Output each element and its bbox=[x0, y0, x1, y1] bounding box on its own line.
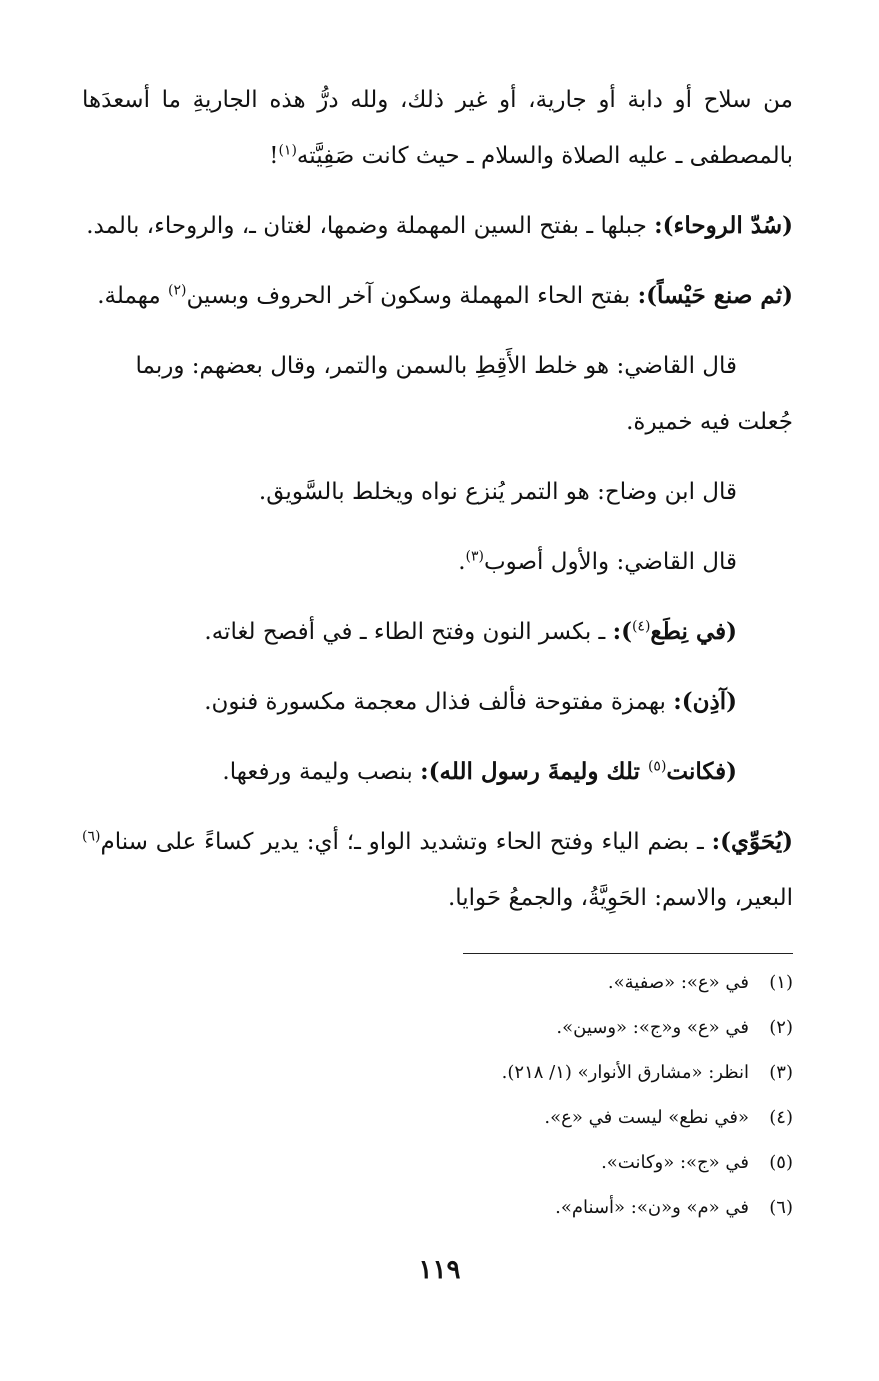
paragraph-8 bbox=[82, 674, 793, 730]
footnote-ref-5[interactable]: (٥) bbox=[647, 758, 667, 775]
footnote-ref-6[interactable]: (٦) bbox=[82, 828, 101, 845]
footnote-text: «في نطع» ليست في «ع». bbox=[544, 1107, 749, 1128]
paragraph-9 bbox=[82, 744, 793, 800]
footnote-number: (٥) bbox=[769, 1152, 793, 1173]
footnote-item bbox=[82, 1185, 793, 1230]
paragraph-10 bbox=[82, 814, 793, 926]
paragraph-5 bbox=[82, 464, 793, 520]
paragraph-text-tail: ! bbox=[269, 143, 279, 169]
footnote-number: (٢) bbox=[769, 1017, 793, 1038]
paragraph-text-tail: مهملة. bbox=[97, 283, 169, 309]
headword-adhin: (آذِن): bbox=[673, 688, 737, 715]
headword-fakanat: (فكانت bbox=[666, 758, 737, 785]
footnote-text: في «ع»: «صفية». bbox=[607, 972, 749, 993]
paragraph-text-tail: . bbox=[458, 549, 466, 575]
footnote-text: في «ج»: «وكانت». bbox=[601, 1152, 749, 1173]
body-text bbox=[82, 72, 793, 940]
paragraph-4 bbox=[82, 338, 793, 450]
footnote-item bbox=[82, 1005, 793, 1050]
footnote-number: (١) bbox=[769, 972, 793, 993]
paragraph-3 bbox=[82, 268, 793, 324]
paragraph-text: قال ابن وضاح: هو التمر يُنزع نواه ويخلط بالسَّويق. bbox=[258, 479, 737, 505]
footnote-item bbox=[82, 1140, 793, 1185]
paragraph-text: قال القاضي: هو خلط الأَقِطِ بالسمن والتمر، وقال بعضهم: وربما جُعلت فيه خميرة. bbox=[135, 353, 793, 435]
headword-fakanat-rest: تلك وليمةَ رسول الله): bbox=[420, 758, 648, 785]
paragraph-text: جبلها ـ بفتح السين المهملة وضمها، لغتان ـ، والروحاء، بالمد. bbox=[86, 213, 655, 239]
footnote-number: (٤) bbox=[769, 1107, 793, 1128]
paragraph-1 bbox=[82, 72, 793, 184]
paragraph-6 bbox=[82, 534, 793, 590]
footnote-ref-1[interactable]: (١) bbox=[278, 142, 297, 159]
paragraph-text: قال القاضي: والأول أصوب bbox=[483, 549, 737, 575]
headword-nita-close: ): bbox=[612, 618, 632, 645]
paragraph-text: بنصب وليمة ورفعها. bbox=[222, 759, 421, 785]
footnote-ref-3[interactable]: (٣) bbox=[465, 548, 484, 565]
paragraph-text-tail: البعير، والاسم: الحَوِيَّةُ، والجمعُ حَوايا. bbox=[447, 885, 793, 911]
headword-hays: (ثم صنع حَيْساً): bbox=[637, 282, 793, 309]
paragraph-text: من سلاح أو دابة أو جارية، أو غير ذلك، ولله درُّ هذه الجاريةِ ما أسعدَها بالمصطفى ـ عليه الصلاة والسلام ـ حيث كانت صَفِيَّته bbox=[82, 87, 793, 169]
footnotes bbox=[82, 960, 793, 1230]
footnote-ref-4[interactable]: (٤) bbox=[631, 618, 651, 635]
footnote-text: في «ع» و«ج»: «وسين». bbox=[556, 1017, 749, 1038]
headword-sudd-alrawha: (سُدّ الروحاء): bbox=[654, 212, 793, 239]
headword-nita: (في نِطَع bbox=[650, 618, 737, 645]
paragraph-text: بفتح الحاء المهملة وسكون آخر الحروف وبسين bbox=[186, 283, 638, 309]
footnote-item bbox=[82, 1095, 793, 1140]
paragraph-text: ـ بضم الياء وفتح الحاء وتشديد الواو ـ؛ أي: يدير كساءً على سنام bbox=[100, 829, 712, 855]
footnote-divider bbox=[463, 953, 793, 954]
footnote-number: (٦) bbox=[769, 1197, 793, 1218]
footnote-text: انظر: «مشارق الأنوار» (١/ ٢١٨). bbox=[501, 1062, 749, 1083]
paragraph-text: ـ بكسر النون وفتح الطاء ـ في أفصح لغاته. bbox=[204, 619, 613, 645]
paragraph-7 bbox=[82, 604, 793, 660]
paragraph-text: بهمزة مفتوحة فألف فذال معجمة مكسورة فنون. bbox=[204, 689, 674, 715]
page-number: ١١٩ bbox=[418, 1255, 461, 1285]
headword-yuhawwi: (يُحَوِّي): bbox=[711, 828, 793, 855]
footnote-item bbox=[82, 1050, 793, 1095]
footnote-text: في «م» و«ن»: «أسنام». bbox=[555, 1197, 749, 1218]
footnote-item bbox=[82, 960, 793, 1005]
footnote-ref-2[interactable]: (٢) bbox=[168, 282, 187, 299]
paragraph-2 bbox=[82, 198, 793, 254]
footnote-number: (٣) bbox=[769, 1062, 793, 1083]
